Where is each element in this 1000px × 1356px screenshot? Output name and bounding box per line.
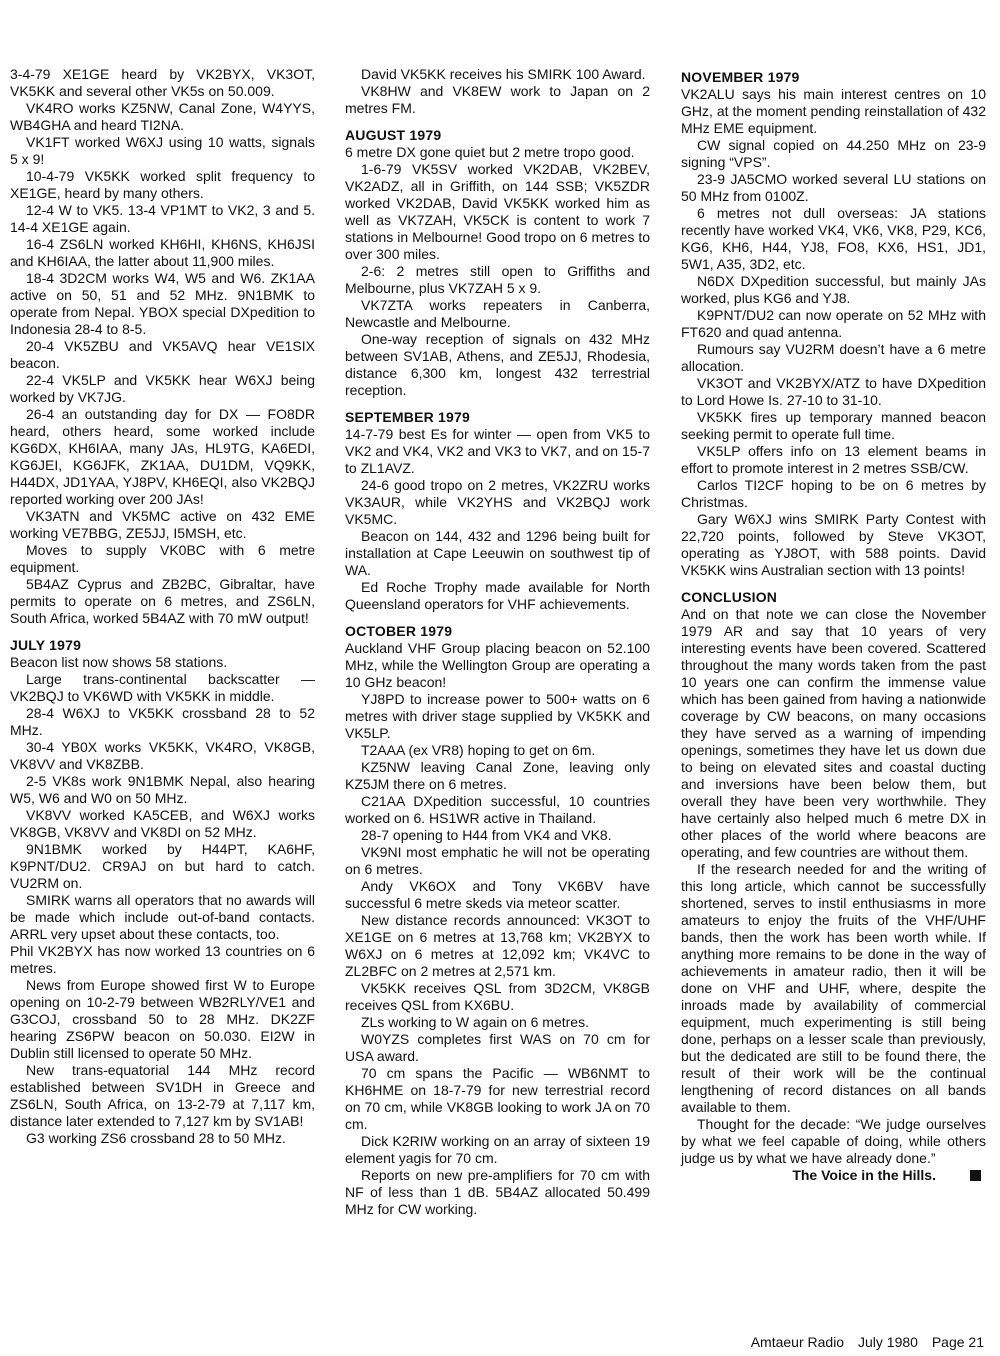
paragraph: David VK5KK receives his SMIRK 100 Award.	[361, 66, 646, 82]
paragraph: 23-9 JA5CMO worked several LU stations on 50 MHz from 0100Z.	[681, 171, 986, 204]
paragraph: Auckland VHF Group placing beacon on 52.100 MHz, while the Wellington Group are operating a 10 GHz beacon!	[345, 640, 650, 690]
paragraph: 6 metre DX gone quiet but 2 metre tropo good.	[345, 144, 635, 160]
paragraph: 24-6 good tropo on 2 metres, VK2ZRU works VK3AUR, while VK2YHS and VK2BQJ work VK5MC.	[345, 477, 650, 527]
paragraph: 16-4 ZS6LN worked KH6HI, KH6NS, KH6JSI and KH6IAA, the latter about 11,900 miles.	[10, 236, 315, 269]
text-column-3	[681, 66, 986, 1184]
paragraph: News from Europe showed first W to Europe opening on 10-2-79 between WB2RLY/VE1 and G3COJ, crossband 50 to 28 MHz. DK2ZF hearing ZS6PW beacon on 50.030. EI2W in Dublin still licensed to operate 50 MHz.	[10, 977, 315, 1061]
paragraph: VK1FT worked W6XJ using 10 watts, signals 5 x 9!	[10, 134, 315, 167]
paragraph: 2-5 VK8s work 9N1BMK Nepal, also hearing W5, W6 and W0 on 50 MHz.	[10, 773, 315, 806]
paragraph: 6 metres not dull overseas: JA stations recently have worked VK4, VK6, VK8, P29, KC6, KG6, KH6, H44, YJ8, FO8, KX6, HS1, JD1, 5W1, A35, 3D2, etc.	[681, 205, 986, 272]
paragraph: VK7ZTA works repeaters in Canberra, Newcastle and Melbourne.	[345, 297, 650, 330]
paragraph: K9PNT/DU2 can now operate on 52 MHz with FT620 and quad antenna.	[681, 307, 986, 340]
paragraph: CW signal copied on 44.250 MHz on 23-9 signing “VPS”.	[681, 137, 986, 170]
section-heading: JULY 1979	[10, 637, 82, 653]
paragraph: VK5KK receives QSL from 3D2CM, VK8GB receives QSL from KX6BU.	[345, 980, 650, 1013]
paragraph: VK3ATN and VK5MC active on 432 EME working VE7BBG, ZE5JJ, I5MSH, etc.	[10, 508, 315, 541]
text-column-2	[345, 66, 650, 1218]
footer-issue: July 1980	[858, 1334, 918, 1350]
paragraph: VK5LP offers info on 13 element beams in effort to promote interest in 2 metres SSB/CW.	[681, 443, 986, 476]
paragraph: New distance records announced: VK3OT to XE1GE on 6 metres at 13,768 km; VK2BYX to W6XJ on 6 metres at 12,092 km; VK4VC to ZL2BFC on 2 metres at 2,571 km.	[345, 912, 650, 979]
paragraph: One-way reception of signals on 432 MHz between SV1AB, Athens, and ZE5JJ, Rhodesia, distance 6,300 km, longest 432 terrestrial reception.	[345, 331, 650, 398]
paragraph: Moves to supply VK0BC with 6 metre equipment.	[10, 542, 315, 575]
paragraph: VK8HW and VK8EW work to Japan on 2 metres FM.	[345, 83, 650, 116]
paragraph: Thought for the decade: “We judge ourselves by what we feel capable of doing, while others judge us by what we have already done.”	[681, 1116, 986, 1166]
paragraph: Beacon on 144, 432 and 1296 being built for installation at Cape Leeuwin on southwest tip of WA.	[345, 528, 650, 578]
section-heading: CONCLUSION	[681, 589, 778, 605]
paragraph: 70 cm spans the Pacific — WB6NMT to KH6HME on 18-7-79 for new terrestrial record on 70 cm, while VK8GB looking to work JA on 70 cm.	[345, 1065, 650, 1132]
paragraph: 28-4 W6XJ to VK5KK crossband 28 to 52 MHz.	[10, 705, 315, 738]
section-heading: SEPTEMBER 1979	[345, 409, 470, 425]
paragraph: 26-4 an outstanding day for DX — FO8DR heard, others heard, some worked include KG6DX, KH6IAA, many JAs, HL9TG, KA6EDI, KG6JEI, KG6JFK, ZK1AA, DU1DM, VQ9KK, H44DX, JD1YAA, YJ8PV, KH6EQI, also VK2BQJ reported working over 200 JAs!	[10, 406, 315, 507]
paragraph: Ed Roche Trophy made available for North Queensland operators for VHF achievements.	[345, 579, 650, 612]
paragraph: Gary W6XJ wins SMIRK Party Contest with 22,720 points, followed by Steve VK3OT, operating as YJ8OT, with 588 points. David VK5KK wins Australian section with 13 points!	[681, 511, 986, 578]
paragraph: T2AAA (ex VR8) hoping to get on 6m.	[361, 742, 596, 758]
paragraph: ZLs working to W again on 6 metres.	[361, 1014, 589, 1030]
paragraph: Carlos TI2CF hoping to be on 6 metres by Christmas.	[681, 477, 986, 510]
paragraph: Dick K2RIW working on an array of sixteen 19 element yagis for 70 cm.	[345, 1133, 650, 1166]
paragraph: 3-4-79 XE1GE heard by VK2BYX, VK3OT, VK5KK and several other VK5s on 50.009.	[10, 66, 315, 99]
paragraph: 1-6-79 VK5SV worked VK2DAB, VK2BEV, VK2ADZ, all in Griffith, on 144 SSB; VK5ZDR worked VK2DAB, David VK5KK worked him as well as VK7ZAH, VK5CK is content to work 7 stations in Melbourne! Good tropo on 6 metres to over 300 miles.	[345, 161, 650, 262]
paragraph: 9N1BMK worked by H44PT, KA6HF, K9PNT/DU2. CR9AJ on but hard to catch. VU2RM on.	[10, 841, 315, 891]
paragraph: And on that note we can close the November 1979 AR and say that 10 years of very interesting events have been covered. Scattered throughout the many words taken from the past 10 years one can confirm the immense value which has been gained from having a nationwide coverage by CW beacons, on many occasions they have served as a warning of impending openings, sometimes they have let us down due to being on elevated sites and coastal ducting and inversions have been below them, but overall they have been very worthwhile. They have certainly also helped much 6 metre DX in other places of the world where beacons are operating, and few countries are without them.	[681, 606, 986, 860]
paragraph: VK9NI most emphatic he will not be operating on 6 metres.	[345, 844, 650, 877]
paragraph: 12-4 W to VK5. 13-4 VP1MT to VK2, 3 and 5. 14-4 XE1GE again.	[10, 202, 315, 235]
paragraph: If the research needed for and the writing of this long article, which cannot be successfully shortened, serves to instil enthusiasms in more amateurs to enjoy the fruits of the VHF/UHF bands, then the work has been worth while. If anything more remains to be done in the way of achievements in amateur radio, then it will be done on VHF and UHF, where, despite the inroads made by availability of commercial equipment, much experimenting is still being done, perhaps on a lesser scale than previously, but the dedicated are still to be found there, the result of their work will be the continual lengthening of record distances on all bands available to them.	[681, 861, 986, 1115]
paragraph: New trans-equatorial 144 MHz record established between SV1DH in Greece and ZS6LN, South Africa, on 13-2-79 at 7,117 km, distance later extended to 7,127 km by SV1AB!	[10, 1062, 315, 1129]
text-column-1	[10, 66, 315, 1147]
footer-page-number: Page 21	[931, 1334, 984, 1350]
section-heading: OCTOBER 1979	[345, 623, 453, 639]
paragraph: KZ5NW leaving Canal Zone, leaving only KZ5JM there on 6 metres.	[345, 759, 650, 792]
paragraph: 14-7-79 best Es for winter — open from VK5 to VK2 and VK4, VK2 and VK3 to VK7, and on 15-7 to ZL1AVZ.	[345, 426, 650, 476]
paragraph: 2-6: 2 metres still open to Griffiths and Melbourne, plus VK7ZAH 5 x 9.	[345, 263, 650, 296]
paragraph: 28-7 opening to H44 from VK4 and VK8.	[361, 827, 612, 843]
paragraph: G3 working ZS6 crossband 28 to 50 MHz.	[26, 1130, 286, 1146]
paragraph: VK5KK fires up temporary manned beacon seeking permit to operate full time.	[681, 409, 986, 442]
page-footer	[751, 1334, 984, 1351]
paragraph: 10-4-79 VK5KK worked split frequency to XE1GE, heard by many others.	[10, 168, 315, 201]
paragraph: 20-4 VK5ZBU and VK5AVQ hear VE1SIX beacon.	[10, 338, 315, 371]
footer-publication: Amtaeur Radio	[750, 1334, 845, 1350]
paragraph: Andy VK6OX and Tony VK6BV have successful 6 metre skeds via meteor scatter.	[345, 878, 650, 911]
end-of-article-square-icon	[970, 1170, 981, 1181]
paragraph: Reports on new pre-amplifiers for 70 cm with NF of less than 1 dB. 5B4AZ allocated 50.499 MHz for CW working.	[345, 1167, 650, 1217]
paragraph: YJ8PD to increase power to 500+ watts on 6 metres with driver stage supplied by VK5KK and VK5LP.	[345, 691, 650, 741]
paragraph: VK2ALU says his main interest centres on 10 GHz, at the moment pending reinstallation of 432 MHz EME equipment.	[681, 86, 986, 136]
section-heading: AUGUST 1979	[345, 127, 442, 143]
paragraph: VK8VV worked KA5CEB, and W6XJ works VK8GB, VK8VV and VK8DI on 52 MHz.	[10, 807, 315, 840]
paragraph: Rumours say VU2RM doesn’t have a 6 metre allocation.	[681, 341, 986, 374]
paragraph: VK4RO works KZ5NW, Canal Zone, W4YYS, WB4GHA and heard TI2NA.	[10, 100, 315, 133]
section-heading: NOVEMBER 1979	[681, 69, 800, 85]
paragraph: 30-4 YB0X works VK5KK, VK4RO, VK8GB, VK8VV and VK8ZBB.	[10, 739, 315, 772]
paragraph: 5B4AZ Cyprus and ZB2BC, Gibraltar, have permits to operate on 6 metres, and ZS6LN, South Africa, worked 5B4AZ with 70 mW output!	[10, 576, 315, 626]
paragraph: 18-4 3D2CM works W4, W5 and W6. ZK1AA active on 50, 51 and 52 MHz. 9N1BMK to operate from Nepal. YBOX special DXpedition to Indonesia 28-4 to 8-5.	[10, 270, 315, 337]
paragraph: SMIRK warns all operators that no awards will be made which include out-of-band contacts. ARRL very upset about these contacts, too.	[10, 892, 315, 942]
signature-text: The Voice in the Hills.	[792, 1167, 936, 1183]
paragraph: VK3OT and VK2BYX/ATZ to have DXpedition to Lord Howe Is. 27-10 to 31-10.	[681, 375, 986, 408]
author-signature	[681, 1167, 986, 1184]
paragraph: N6DX DXpedition successful, but mainly JAs worked, plus KG6 and YJ8.	[681, 273, 986, 306]
paragraph: W0YZS completes first WAS on 70 cm for USA award.	[345, 1031, 650, 1064]
paragraph: C21AA DXpedition successful, 10 countries worked on 6. HS1WR active in Thailand.	[345, 793, 650, 826]
paragraph: 22-4 VK5LP and VK5KK hear W6XJ being worked by VK7JG.	[10, 372, 315, 405]
paragraph: Phil VK2BYX has now worked 13 countries on 6 metres.	[10, 943, 315, 976]
paragraph: Beacon list now shows 58 stations.	[10, 654, 228, 670]
paragraph: Large trans-continental backscatter — VK2BQJ to VK6WD with VK5KK in middle.	[10, 671, 315, 704]
